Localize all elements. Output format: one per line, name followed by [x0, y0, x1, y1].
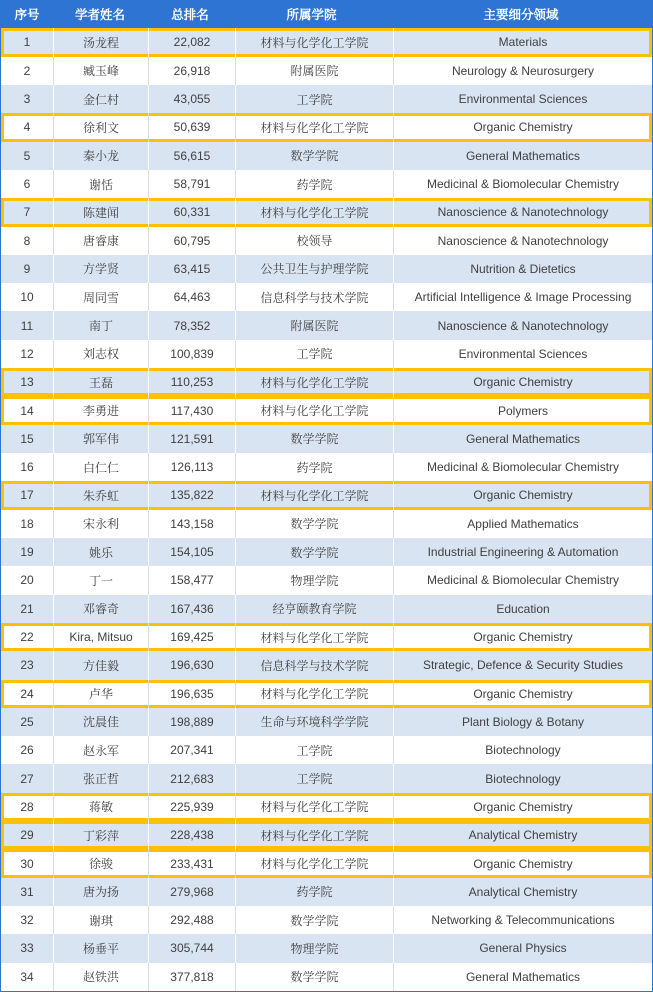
- cell-college: 校领导: [235, 227, 393, 255]
- cell-college: 材料与化学化工学院: [235, 793, 393, 821]
- cell-name: 郭军伟: [53, 425, 148, 453]
- table-header-row: [1, 0, 652, 28]
- table-row-highlighted: [1, 849, 652, 877]
- table-row: [1, 142, 652, 170]
- cell-name: 臧玉峰: [53, 57, 148, 85]
- column-header-field: 主要细分领域: [483, 8, 559, 23]
- cell-rank: 143,158: [148, 510, 235, 538]
- table-row: [1, 906, 652, 934]
- cell-rank: 100,839: [148, 340, 235, 368]
- table-row: [1, 566, 652, 594]
- cell-name: 白仁仁: [53, 453, 148, 481]
- cell-name: 王磊: [53, 368, 148, 396]
- column-header-rank: 总排名: [171, 8, 209, 23]
- cell-no: 7: [23, 205, 31, 220]
- cell-no: 4: [23, 120, 31, 135]
- cell-college: 数学学院: [235, 906, 393, 934]
- cell-no: 17: [20, 488, 34, 503]
- table-row: [1, 227, 652, 255]
- cell-college: 材料与化学化工学院: [235, 198, 393, 226]
- cell-no: 1: [23, 35, 31, 50]
- cell-no: 26: [20, 743, 34, 758]
- cell-college: 材料与化学化工学院: [235, 28, 393, 56]
- cell-field: Organic Chemistry: [393, 680, 652, 708]
- cell-field: Neurology & Neurosurgery: [393, 57, 652, 85]
- cell-college: 生命与环境科学学院: [235, 708, 393, 736]
- cell-rank: 279,968: [148, 878, 235, 906]
- cell-name: 李勇进: [53, 396, 148, 424]
- table-row: [1, 510, 652, 538]
- cell-name: 丁一: [53, 566, 148, 594]
- cell-name: 周同雪: [53, 283, 148, 311]
- cell-no: 32: [20, 913, 34, 928]
- table-row-highlighted: [1, 28, 652, 56]
- table-row-highlighted: [1, 368, 652, 396]
- cell-field: Networking & Telecommunications: [393, 906, 652, 934]
- cell-college: 材料与化学化工学院: [235, 623, 393, 651]
- cell-name: 秦小龙: [53, 142, 148, 170]
- table-row-highlighted: [1, 396, 652, 424]
- cell-field: Nanoscience & Nanotechnology: [393, 227, 652, 255]
- cell-college: 材料与化学化工学院: [235, 368, 393, 396]
- cell-field: Organic Chemistry: [393, 113, 652, 141]
- cell-college: 材料与化学化工学院: [235, 113, 393, 141]
- cell-name: 赵铁洪: [53, 963, 148, 991]
- cell-rank: 64,463: [148, 283, 235, 311]
- cell-rank: 158,477: [148, 566, 235, 594]
- cell-college: 公共卫生与护理学院: [235, 255, 393, 283]
- cell-field: General Mathematics: [393, 142, 652, 170]
- cell-college: 药学院: [235, 878, 393, 906]
- cell-rank: 26,918: [148, 57, 235, 85]
- table-row: [1, 255, 652, 283]
- cell-rank: 207,341: [148, 736, 235, 764]
- cell-name: 方学贤: [53, 255, 148, 283]
- cell-field: General Physics: [393, 934, 652, 962]
- cell-field: Environmental Sciences: [393, 85, 652, 113]
- cell-name: 邓睿奇: [53, 595, 148, 623]
- cell-no: 34: [20, 969, 34, 984]
- cell-field: Organic Chemistry: [393, 849, 652, 877]
- cell-no: 20: [20, 573, 34, 588]
- cell-name: 徐骏: [53, 849, 148, 877]
- cell-name: 张正哲: [53, 764, 148, 792]
- cell-name: 方佳毅: [53, 651, 148, 679]
- table-row: [1, 736, 652, 764]
- cell-field: Organic Chemistry: [393, 368, 652, 396]
- cell-field: Polymers: [393, 396, 652, 424]
- cell-rank: 292,488: [148, 906, 235, 934]
- cell-rank: 305,744: [148, 934, 235, 962]
- cell-college: 材料与化学化工学院: [235, 396, 393, 424]
- cell-rank: 110,253: [148, 368, 235, 396]
- cell-college: 工学院: [235, 340, 393, 368]
- cell-rank: 60,795: [148, 227, 235, 255]
- cell-rank: 228,438: [148, 821, 235, 849]
- cell-name: 丁彩萍: [53, 821, 148, 849]
- cell-college: 附属医院: [235, 57, 393, 85]
- cell-no: 24: [20, 686, 34, 701]
- cell-rank: 135,822: [148, 481, 235, 509]
- cell-college: 数学学院: [235, 538, 393, 566]
- cell-field: Plant Biology & Botany: [393, 708, 652, 736]
- column-header-college: 所属学院: [286, 8, 337, 23]
- column-header-no: 序号: [14, 8, 40, 23]
- cell-college: 药学院: [235, 170, 393, 198]
- cell-college: 附属医院: [235, 311, 393, 339]
- cell-college: 信息科学与技术学院: [235, 651, 393, 679]
- cell-field: Medicinal & Biomolecular Chemistry: [393, 566, 652, 594]
- cell-no: 6: [23, 177, 31, 192]
- cell-rank: 121,591: [148, 425, 235, 453]
- table-row: [1, 453, 652, 481]
- cell-name: 汤龙程: [53, 28, 148, 56]
- cell-rank: 58,791: [148, 170, 235, 198]
- table-row: [1, 170, 652, 198]
- cell-field: Education: [393, 595, 652, 623]
- cell-rank: 198,889: [148, 708, 235, 736]
- cell-name: 谢琪: [53, 906, 148, 934]
- cell-no: 28: [20, 799, 34, 814]
- cell-rank: 196,635: [148, 680, 235, 708]
- cell-no: 15: [20, 431, 34, 446]
- table-row: [1, 764, 652, 792]
- cell-rank: 377,818: [148, 963, 235, 991]
- table-row: [1, 708, 652, 736]
- cell-college: 药学院: [235, 453, 393, 481]
- cell-no: 16: [20, 460, 34, 475]
- cell-field: Environmental Sciences: [393, 340, 652, 368]
- cell-field: Artificial Intelligence & Image Processing: [393, 283, 652, 311]
- table-row: [1, 85, 652, 113]
- table-row: [1, 425, 652, 453]
- cell-name: 刘志权: [53, 340, 148, 368]
- cell-college: 数学学院: [235, 425, 393, 453]
- cell-rank: 167,436: [148, 595, 235, 623]
- cell-college: 材料与化学化工学院: [235, 849, 393, 877]
- table-row: [1, 934, 652, 962]
- cell-name: 谢恬: [53, 170, 148, 198]
- table-row-highlighted: [1, 198, 652, 226]
- cell-name: Kira, Mitsuo: [53, 623, 148, 651]
- cell-no: 29: [20, 828, 34, 843]
- cell-name: 杨垂平: [53, 934, 148, 962]
- cell-no: 3: [23, 92, 31, 107]
- table-row-highlighted: [1, 680, 652, 708]
- cell-rank: 154,105: [148, 538, 235, 566]
- cell-college: 数学学院: [235, 510, 393, 538]
- table-row: [1, 963, 652, 991]
- cell-field: Strategic, Defence & Security Studies: [393, 651, 652, 679]
- cell-no: 25: [20, 714, 34, 729]
- cell-rank: 56,615: [148, 142, 235, 170]
- cell-rank: 63,415: [148, 255, 235, 283]
- cell-rank: 22,082: [148, 28, 235, 56]
- cell-no: 18: [20, 516, 34, 531]
- table-row-highlighted: [1, 821, 652, 849]
- cell-name: 朱乔虹: [53, 481, 148, 509]
- table-row-highlighted: [1, 113, 652, 141]
- cell-rank: 43,055: [148, 85, 235, 113]
- cell-field: Organic Chemistry: [393, 793, 652, 821]
- table-row-highlighted: [1, 481, 652, 509]
- cell-field: Biotechnology: [393, 764, 652, 792]
- cell-no: 11: [20, 318, 34, 333]
- cell-college: 工学院: [235, 85, 393, 113]
- table-row: [1, 340, 652, 368]
- cell-college: 工学院: [235, 736, 393, 764]
- cell-no: 19: [20, 545, 34, 560]
- cell-no: 13: [20, 375, 34, 390]
- cell-field: Materials: [393, 28, 652, 56]
- cell-no: 2: [23, 63, 31, 78]
- cell-rank: 233,431: [148, 849, 235, 877]
- cell-name: 唐为扬: [53, 878, 148, 906]
- table-row-highlighted: [1, 793, 652, 821]
- table-row: [1, 57, 652, 85]
- cell-college: 数学学院: [235, 142, 393, 170]
- cell-no: 9: [23, 261, 31, 276]
- cell-field: Medicinal & Biomolecular Chemistry: [393, 453, 652, 481]
- cell-field: Organic Chemistry: [393, 623, 652, 651]
- table-row: [1, 538, 652, 566]
- cell-field: General Mathematics: [393, 425, 652, 453]
- cell-rank: 126,113: [148, 453, 235, 481]
- cell-name: 南丁: [53, 311, 148, 339]
- cell-no: 27: [20, 771, 34, 786]
- table-row: [1, 651, 652, 679]
- cell-name: 卢华: [53, 680, 148, 708]
- cell-no: 5: [23, 148, 31, 163]
- cell-name: 宋永利: [53, 510, 148, 538]
- cell-college: 信息科学与技术学院: [235, 283, 393, 311]
- cell-field: Nanoscience & Nanotechnology: [393, 198, 652, 226]
- cell-no: 23: [20, 658, 34, 673]
- table-row-highlighted: [1, 623, 652, 651]
- cell-name: 陈建闻: [53, 198, 148, 226]
- cell-no: 22: [20, 630, 34, 645]
- cell-no: 10: [20, 290, 34, 305]
- cell-rank: 169,425: [148, 623, 235, 651]
- cell-college: 物理学院: [235, 934, 393, 962]
- cell-no: 31: [20, 884, 34, 899]
- table-row: [1, 283, 652, 311]
- cell-field: Analytical Chemistry: [393, 821, 652, 849]
- cell-rank: 78,352: [148, 311, 235, 339]
- cell-name: 蒋敏: [53, 793, 148, 821]
- column-header-name: 学者姓名: [74, 8, 125, 23]
- cell-field: Analytical Chemistry: [393, 878, 652, 906]
- cell-field: General Mathematics: [393, 963, 652, 991]
- cell-college: 数学学院: [235, 963, 393, 991]
- cell-no: 33: [20, 941, 34, 956]
- cell-name: 沈晨佳: [53, 708, 148, 736]
- cell-college: 经亨颐教育学院: [235, 595, 393, 623]
- cell-no: 8: [23, 233, 31, 248]
- cell-rank: 196,630: [148, 651, 235, 679]
- cell-rank: 60,331: [148, 198, 235, 226]
- table-row: [1, 878, 652, 906]
- cell-field: Nutrition & Dietetics: [393, 255, 652, 283]
- cell-name: 唐睿康: [53, 227, 148, 255]
- cell-field: Organic Chemistry: [393, 481, 652, 509]
- cell-field: Medicinal & Biomolecular Chemistry: [393, 170, 652, 198]
- cell-rank: 50,639: [148, 113, 235, 141]
- cell-rank: 117,430: [148, 396, 235, 424]
- cell-no: 30: [20, 856, 34, 871]
- cell-no: 12: [20, 346, 34, 361]
- cell-college: 物理学院: [235, 566, 393, 594]
- cell-field: Applied Mathematics: [393, 510, 652, 538]
- cell-name: 徐利文: [53, 113, 148, 141]
- cell-rank: 212,683: [148, 764, 235, 792]
- cell-name: 赵永军: [53, 736, 148, 764]
- cell-no: 14: [20, 403, 34, 418]
- cell-name: 金仁村: [53, 85, 148, 113]
- cell-field: Biotechnology: [393, 736, 652, 764]
- cell-college: 工学院: [235, 764, 393, 792]
- table-row: [1, 311, 652, 339]
- cell-rank: 225,939: [148, 793, 235, 821]
- cell-name: 姚乐: [53, 538, 148, 566]
- cell-field: Nanoscience & Nanotechnology: [393, 311, 652, 339]
- cell-no: 21: [20, 601, 34, 616]
- table-row: [1, 595, 652, 623]
- cell-college: 材料与化学化工学院: [235, 680, 393, 708]
- cell-college: 材料与化学化工学院: [235, 481, 393, 509]
- cell-college: 材料与化学化工学院: [235, 821, 393, 849]
- cell-field: Industrial Engineering & Automation: [393, 538, 652, 566]
